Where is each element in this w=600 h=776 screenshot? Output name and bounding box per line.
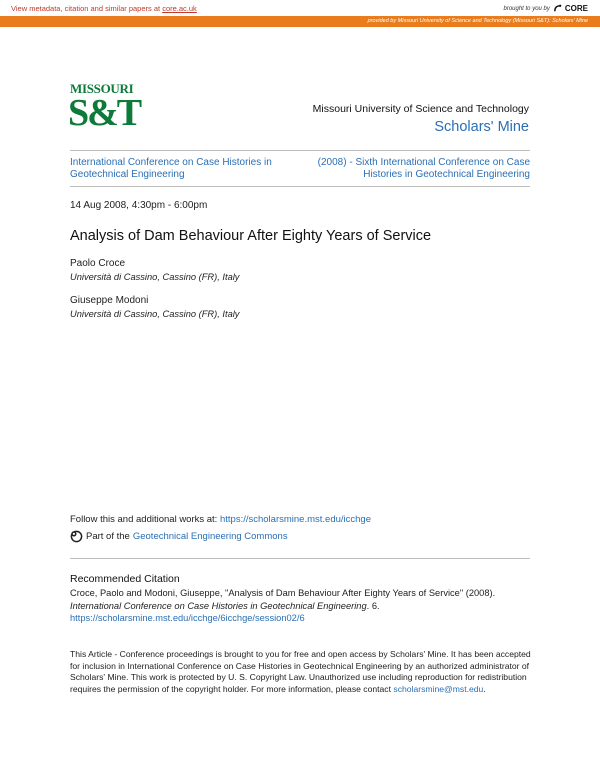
session-date: 14 Aug 2008, 4:30pm - 6:00pm: [70, 200, 208, 211]
divider: [70, 150, 530, 151]
author-entry: [70, 295, 239, 320]
access-notice: [70, 649, 535, 695]
citation-suffix: . 6.: [366, 600, 380, 611]
author-name: Paolo Croce: [70, 258, 126, 269]
logo-snt-text: S&T: [68, 92, 141, 134]
notice-text: This Article - Conference proceedings is brought to you for free and open access by Scholars' Mine. It has been accepted for inclusion in International Conference on Case Histories in Geotechnical Engineering by an authorized administrator of Scholars' Mine. This work is protected by U. S. Copyright Law. Unauthorized use including reproduction for redistribution requires the permission of the copyright holder. For more information, please contact: [70, 649, 531, 694]
geotechnical-commons-link[interactable]: Geotechnical Engineering Commons: [132, 531, 288, 542]
citation-journal: International Conference on Case Histories in Geotechnical Engineering: [70, 600, 367, 611]
scholars-mine-link[interactable]: Scholars' Mine: [434, 119, 529, 135]
follow-url-link[interactable]: https://scholarsmine.mst.edu/icchge: [219, 514, 371, 525]
author-affiliation: Università di Cassino, Cassino (FR), Italy: [70, 271, 240, 282]
logo-missouri-text: MISSOURI: [70, 81, 134, 96]
bepress-commons-icon: [70, 530, 83, 543]
citation-authors-title: Croce, Paolo and Modoni, Giuseppe, "Analysis of Dam Behaviour After Eighty Years of Service" (2008).: [70, 588, 496, 598]
recommended-citation-heading: Recommended Citation: [70, 573, 180, 585]
notice-end: .: [483, 683, 486, 694]
provided-by-text[interactable]: provided by Missouri University of Science and Technology (Missouri S&T): Scholars' Mine: [367, 18, 588, 24]
citation-text: [70, 587, 530, 625]
core-banner: [0, 0, 600, 14]
missouri-snt-logo[interactable]: [70, 82, 140, 138]
paper-title: Analysis of Dam Behaviour After Eighty Years of Service: [70, 228, 432, 244]
part-of-line: [70, 530, 288, 543]
contact-email-link[interactable]: scholarsmine@mst.edu: [393, 683, 484, 694]
core-logo-text: CORE: [564, 4, 588, 13]
citation-url-link[interactable]: https://scholarsmine.mst.edu/icchge/6icchge/session02/6: [70, 613, 305, 623]
institution-block: [313, 103, 529, 135]
conference-series-link[interactable]: International Conference on Case Histories in Geotechnical Engineering: [70, 157, 272, 180]
divider: [70, 186, 530, 187]
part-of-text: Part of the: [86, 531, 130, 542]
author-entry: [70, 258, 239, 283]
divider: [70, 558, 530, 559]
brought-by-core[interactable]: [504, 4, 589, 13]
follow-line: [70, 514, 371, 525]
provided-by-bar: [0, 16, 600, 27]
core-ac-uk-link[interactable]: core.ac.uk: [162, 4, 197, 13]
brought-to-you-label: brought to you by: [503, 5, 550, 12]
core-logo-icon: [553, 4, 562, 13]
core-metadata-link[interactable]: View metadata, citation and similar papers at core.ac.uk: [11, 4, 197, 13]
conference-edition-link[interactable]: (2008) - Sixth International Conference on Case Histories in Geotechnical Engineering: [317, 157, 530, 180]
follow-text: Follow this and additional works at:: [70, 514, 220, 525]
author-name: Giuseppe Modoni: [70, 295, 149, 306]
author-affiliation: Università di Cassino, Cassino (FR), Italy: [70, 308, 240, 319]
university-name: Missouri University of Science and Technology: [312, 103, 529, 115]
